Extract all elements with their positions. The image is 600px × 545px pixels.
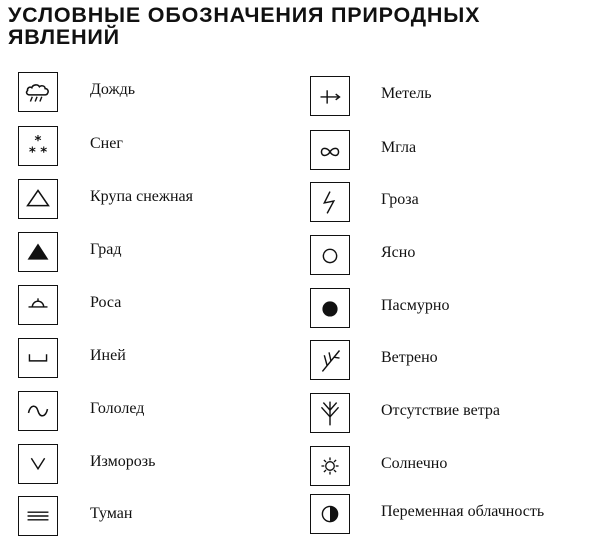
legend-label: Ветрено	[381, 349, 438, 366]
haze-infinity-icon	[310, 130, 350, 170]
legend-label: Мгла	[381, 139, 417, 156]
svg-text:*: *	[40, 145, 48, 161]
legend-label: Роса	[90, 294, 122, 311]
glaze-wave-icon	[18, 391, 58, 431]
legend-label: Иней	[90, 347, 126, 364]
legend-label: Пасмурно	[381, 297, 450, 314]
legend-label: Туман	[90, 505, 133, 522]
legend-label: Ясно	[381, 244, 416, 261]
blizzard-arrow-icon	[310, 76, 350, 116]
calm-branch-icon	[310, 393, 350, 433]
legend-label: Переменная облачность	[381, 503, 545, 520]
snow-asterisks-icon	[18, 126, 58, 166]
legend-label: Гололед	[90, 400, 145, 417]
legend-label: Солнечно	[381, 455, 448, 472]
legend-label: Отсутствие ветра	[381, 402, 500, 419]
windy-branch-icon	[310, 340, 350, 380]
rime-chevron-icon	[18, 444, 58, 484]
legend-label: Изморозь	[90, 453, 156, 470]
svg-text:*: *	[28, 145, 36, 161]
fog-lines-icon	[18, 496, 58, 536]
circle-filled-icon	[310, 288, 350, 328]
half-circle-icon	[310, 494, 350, 534]
legend-label: Снег	[90, 135, 123, 152]
rain-cloud-icon	[18, 72, 58, 112]
circle-outline-icon	[310, 235, 350, 275]
triangle-outline-icon	[18, 179, 58, 219]
legend-label: Град	[90, 241, 122, 258]
legend-label: Метель	[381, 85, 432, 102]
frost-bracket-icon	[18, 338, 58, 378]
legend-label: Дождь	[90, 81, 136, 98]
legend-label: Гроза	[381, 191, 419, 208]
triangle-filled-icon	[18, 232, 58, 272]
dew-semicircle-icon	[18, 285, 58, 325]
svg-text:*: *	[34, 134, 42, 150]
legend-label: Крупа снежная	[90, 188, 193, 205]
page-title: УСЛОВНЫЕ ОБОЗНАЧЕНИЯ ПРИРОДНЫХ ЯВЛЕНИЙ	[8, 3, 481, 49]
lightning-icon	[310, 182, 350, 222]
sun-icon	[310, 446, 350, 486]
